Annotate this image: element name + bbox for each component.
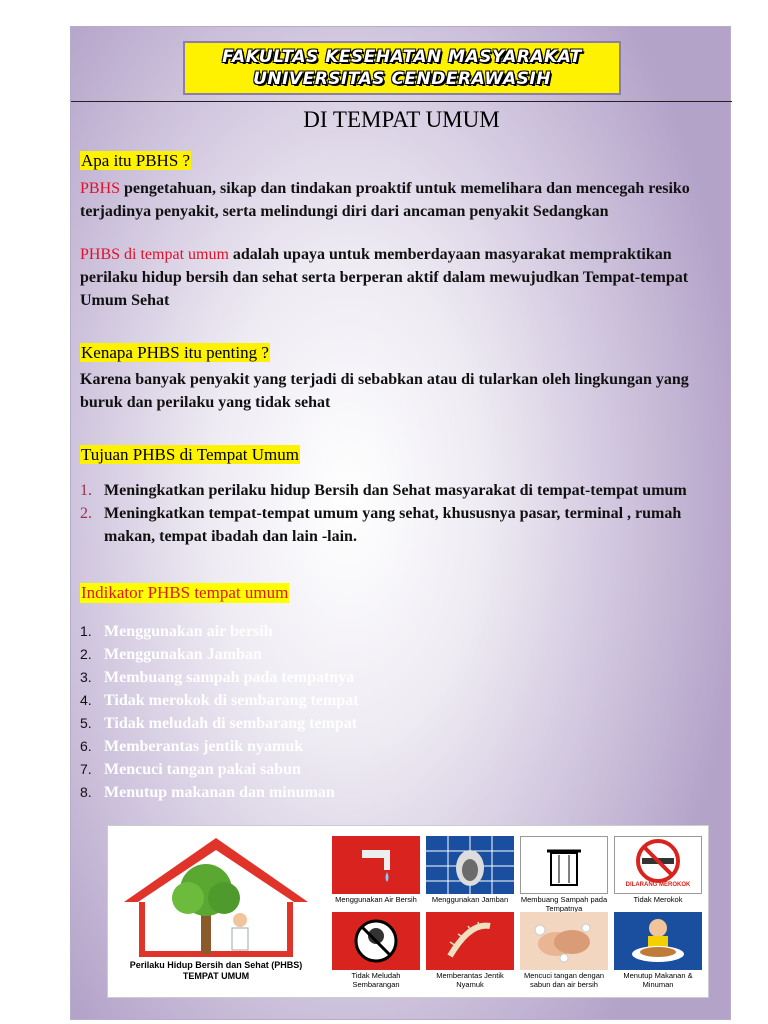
list-item [80, 689, 359, 712]
heading-goals-text: Tujuan PHBS di Tempat Umum [81, 445, 299, 464]
no-spitting-icon [332, 912, 420, 970]
list-number: 7. [80, 761, 92, 777]
tile-caption: Menutup Makanan & Minuman [623, 971, 693, 989]
house-tree-logo-icon [116, 832, 316, 960]
list-number: 8. [80, 784, 92, 800]
list-number: 3. [80, 669, 92, 685]
paragraph-why-important: Karena banyak penyakit yang terjadi di sebabkan atau di tularkan oleh lingkungan yang buruk dan perilaku yang tidak sehat [80, 371, 689, 411]
list-number: 6. [80, 738, 92, 754]
no-smoking-sign-text: DILARANG MEROKOK [625, 882, 691, 888]
phbs-public-text: adalah upaya untuk memberdayaan masyarakat mempraktikan perilaku hidup bersih dan sehat serta berperan aktif dalam mewujudkan Tempat-tempat Umum Sehat [80, 246, 689, 309]
tile-caption: Menggunakan Jamban [431, 895, 509, 904]
toilet-icon [426, 836, 514, 894]
list-item [80, 479, 720, 502]
list-item [80, 758, 359, 781]
heading-what-is-pbhs [80, 151, 191, 171]
list-item-text: Meningkatkan perilaku hidup Bersih dan Sehat masyarakat di tempat-tempat umum [104, 482, 687, 499]
trash-bin-icon [520, 836, 608, 894]
heading-goals [80, 445, 300, 465]
goals-list [80, 479, 720, 548]
list-item [80, 620, 359, 643]
list-number: 1. [80, 482, 92, 499]
logo-caption: Perilaku Hidup Bersih dan Sehat (PHBS) TEMPAT UMUM [129, 960, 303, 981]
list-number: 2. [80, 505, 92, 522]
no-smoking-icon [614, 836, 702, 894]
page-title: DI TEMPAT UMUM [303, 107, 500, 132]
header-divider [71, 101, 732, 102]
list-item-text: Memberantas jentik nyamuk [104, 738, 304, 755]
mosquito-larva-icon [426, 912, 514, 970]
list-item-text: Tidak meludah di sembarang tempat [104, 715, 358, 732]
list-number: 2. [80, 646, 92, 662]
list-item-text: Meningkatkan tempat-tempat umum yang sehat, khususnya pasar, terminal , rumah makan, tempat ibadah dan lain -lain. [104, 505, 682, 545]
heading-why-important-text: Kenapa PHBS itu penting ? [81, 343, 269, 362]
covered-food-icon [614, 912, 702, 970]
list-item-text: Tidak merokok di sembarang tempat [104, 692, 359, 709]
heading-what-is-pbhs-text: Apa itu PBHS ? [81, 151, 191, 170]
term-pbhs: PBHS [80, 180, 121, 197]
water-tap-icon [332, 836, 420, 894]
pbhs-definition-text: pengetahuan, sikap dan tindakan proaktif untuk memelihara dan mencegah resiko terjadinya penyakit, serta melindungi diri dari ancaman penyakit Sedangkan [80, 180, 690, 220]
tile-caption: Menggunakan Air Bersih [335, 895, 417, 904]
list-item-text: Menutup makanan dan minuman [104, 784, 335, 801]
list-item [80, 666, 359, 689]
paragraph-pbhs-definition [80, 177, 730, 223]
phbs-illustration [107, 825, 709, 998]
heading-indicators: Indikator PHBS tempat umum [81, 583, 289, 602]
list-item [80, 781, 359, 804]
heading-why-important [80, 343, 270, 363]
list-number: 5. [80, 715, 92, 731]
list-item-text: Mencuci tangan pakai sabun [104, 761, 301, 778]
list-number: 1. [80, 623, 92, 639]
list-item-text: Membuang sampah pada tempatnya [104, 669, 355, 686]
faculty-banner [183, 41, 621, 95]
list-item [80, 502, 720, 548]
list-item-text: Menggunakan air bersih [104, 623, 273, 640]
tile-caption: Mencuci tangan dengan sabun dan air bersih [523, 971, 605, 989]
tile-caption: Membuang Sampah pada Tempatnya [520, 895, 608, 913]
list-item [80, 735, 359, 758]
tile-caption: Memberantas Jentik Nyamuk [436, 971, 504, 989]
paragraph-phbs-public [80, 243, 730, 312]
poster-page [70, 26, 731, 1020]
tile-caption: Tidak Merokok [633, 895, 683, 904]
term-phbs-public: PHBS di tempat umum [80, 246, 229, 263]
list-item [80, 712, 359, 735]
banner-line-2: UNIVERSITAS CENDERAWASIH [253, 69, 551, 89]
tile-caption: Tidak Meludah Sembarangan [351, 971, 401, 989]
list-item-text: Menggunakan Jamban [104, 646, 262, 663]
banner-line-1: FAKULTAS KESEHATAN MASYARAKAT [222, 47, 582, 67]
list-item [80, 643, 359, 666]
indicators-list [80, 620, 359, 804]
list-number: 4. [80, 692, 92, 708]
hand-washing-icon [520, 912, 608, 970]
